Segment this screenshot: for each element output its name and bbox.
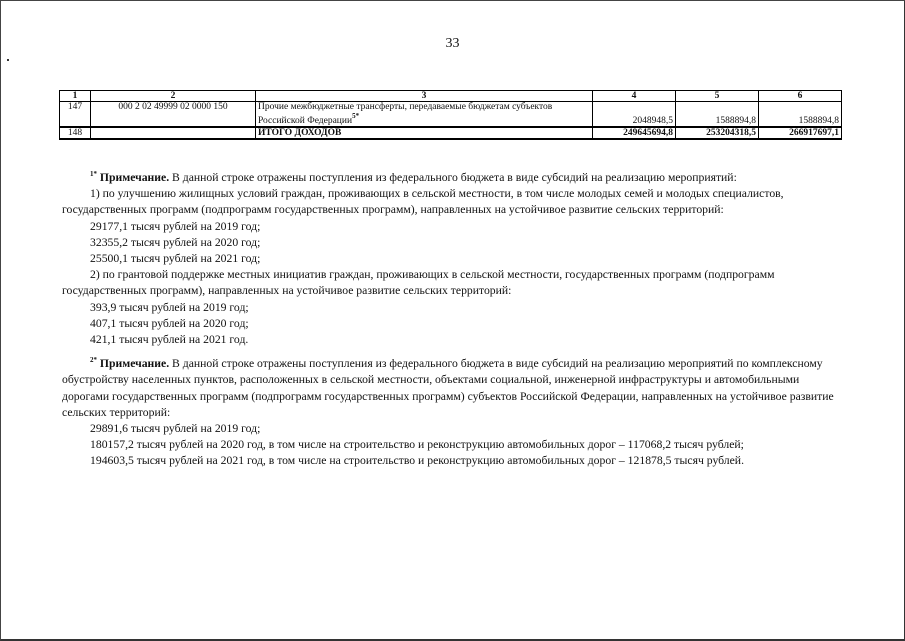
header-cell: 3: [256, 91, 593, 102]
note2-amount: 29891,6 тысяч рублей на 2019 год;: [90, 422, 261, 436]
total-label: ИТОГО ДОХОДОВ: [256, 127, 593, 139]
revenue-name-line2: Российской Федерации: [258, 116, 353, 126]
revenue-name-line1: Прочие межбюджетные трансферты, передаваемые бюджетам субъектов: [258, 102, 553, 112]
note1-label: Примечание.: [99, 171, 170, 184]
note1-item2-amount: 421,1 тысяч рублей на 2021 год.: [90, 333, 249, 347]
table-header-row: [60, 91, 842, 102]
total-2021: 266917697,1: [759, 127, 842, 139]
note2-marker: 2*: [90, 356, 97, 365]
note2-label: Примечание.: [99, 357, 170, 371]
note1-item2-amount: 393,9 тысяч рублей на 2019 год;: [90, 300, 249, 314]
revenue-name: [256, 102, 593, 128]
header-cell: 2: [91, 91, 256, 102]
note1-text: В данной строке отражены поступления из федерального бюджета в виде субсидий на реализацию мероприятий:: [172, 171, 737, 184]
note2-amount: 180157,2 тысяч рублей на 2020 год, в том числе на строительство и реконструкцию автомобильных дорог – 117068,2 тысяч рублей;: [90, 438, 744, 452]
revenue-table: [59, 90, 842, 140]
table-row: [60, 102, 842, 128]
note1-item2: 2) по грантовой поддержке местных инициатив граждан, проживающих в сельской местности, государственных программ (подпрограмм государственных программ), направленных на устойчивое развитие сельских территорий:: [62, 268, 775, 298]
budget-code: 000 2 02 49999 02 0000 150: [91, 102, 256, 128]
total-2020: 253204318,5: [676, 127, 759, 139]
note1-item1-amount: 25500,1 тысяч рублей на 2021 год;: [90, 252, 261, 266]
total-row: [60, 127, 842, 139]
header-cell: 4: [593, 91, 676, 102]
page-number: 33: [445, 36, 460, 51]
header-cell: 1: [60, 91, 91, 102]
note1-intro: [62, 166, 838, 186]
note1-item1-amount: 32355,2 тысяч рублей на 2020 год;: [90, 235, 261, 249]
note1-marker: 1*: [90, 170, 97, 178]
row-number: 148: [60, 127, 91, 139]
row-number: 147: [60, 102, 91, 128]
note1-item1: 1) по улучшению жилищных условий граждан, проживающих в сельской местности, в том числе молодых семей и молодых специалистов, государственных программ (подпрограмм государственных программ), направленных на устойчивое развитие сельских территорий:: [62, 187, 784, 217]
value-2021: 1588894,8: [759, 102, 842, 128]
header-cell: 6: [759, 91, 842, 102]
total-2019: 249645694,8: [593, 127, 676, 139]
value-2019: 2048948,5: [593, 102, 676, 128]
note2-intro: [62, 352, 838, 421]
value-2020: 1588894,8: [676, 102, 759, 128]
budget-code: [91, 127, 256, 139]
note1-item2-amount: 407,1 тысяч рублей на 2020 год;: [90, 316, 249, 330]
scan-speck: [7, 59, 9, 61]
note2-amount: 194603,5 тысяч рублей на 2021 год, в том числе на строительство и реконструкцию автомобильных дорог – 121878,5 тысяч рублей.: [90, 454, 744, 468]
note1-item1-amount: 29177,1 тысяч рублей на 2019 год;: [90, 219, 261, 233]
footnotes: [62, 166, 838, 470]
footnote-marker: 5*: [352, 112, 360, 120]
header-cell: 5: [676, 91, 759, 102]
note2-text: В данной строке отражены поступления из федерального бюджета в виде субсидий на реализацию мероприятий по комплексному обустройству населенных пунктов, расположенных в сельской местности, объектами социальной, инженерной инфраструктуры и автомобильными дорогами государственных программ (подпрограмм государственных программ) субъектов Российской Федерации, направленных на устойчивое развитие сельских территорий:: [62, 357, 834, 419]
